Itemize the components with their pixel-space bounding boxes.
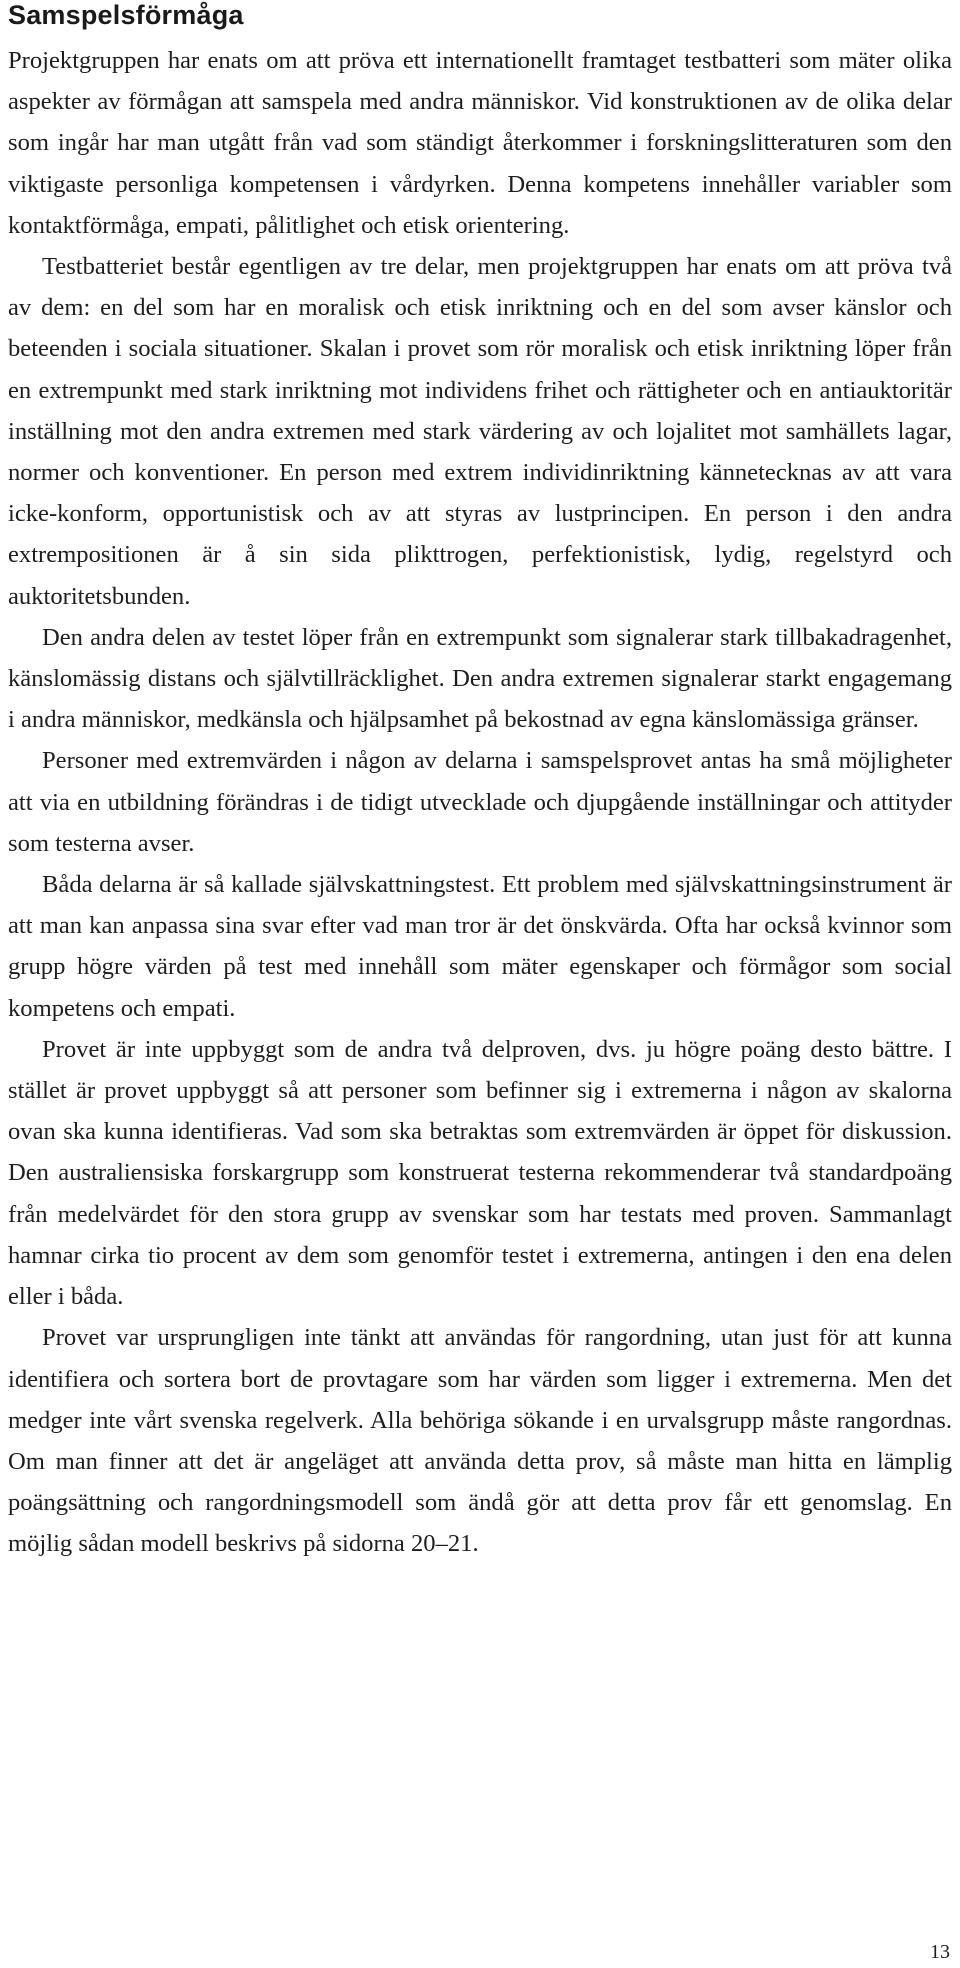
section-heading: Samspelsförmåga	[8, 0, 244, 30]
paragraph-intro: Projektgruppen har enats om att pröva ett internationellt framtaget testbatteri som mäter olika aspekter av förmågan att samspela med andra människor. Vid konstruktionen av de olika delar som ingår har man utgått från vad som ständigt återkommer i forskningslitteraturen som den viktigaste personliga kompetensen i vårdyrken. Denna kompetens innehåller variabler som kontaktförmåga, empati, pålitlighet och etisk orientering.	[8, 47, 952, 239]
page-number: 13	[930, 1941, 950, 1963]
page	[8, 0, 952, 1565]
paragraph-self-assessment: Båda delarna är så kallade självskattningstest. Ett problem med självskattningsinstrument är att man kan anpassa sina svar efter vad man tror är det önskvärda. Ofta har också kvinnor som grupp högre värden på test med innehåll som mäter egenskaper och förmågor som social kompetens och empati.	[8, 871, 952, 1022]
paragraph-second-part: Den andra delen av testet löper från en extrempunkt som signalerar stark tillbakadragenhet, känslomässig distans och självtillräcklighet. Den andra extremen signalerar starkt engagemang i andra människor, medkänsla och hjälpsamhet på bekostnad av egna känslomässiga gränser.	[8, 623, 952, 734]
paragraph-ranking: Provet var ursprungligen inte tänkt att användas för rangordning, utan just för att kunna identifiera och sortera bort de provtagare som har värden som ligger i extremerna. Men det medger inte vårt svenska regelverk. Alla behöriga sökande i en urvalsgrupp måste rangordnas. Om man finner att det är angeläget att använda detta prov, så måste man hitta en lämplig poängsättning och rangordningsmodell som ändå gör att detta prov får ett genomslag. En möjlig sådan modell beskrivs på sidorna 20–21.	[8, 1324, 952, 1558]
paragraph-extreme-values: Personer med extremvärden i någon av delarna i samspelsprovet antas ha små möjligheter att via en utbildning förändras i de tidigt utvecklade och djupgående inställningar och attityder som testerna avser.	[8, 747, 952, 857]
body-text	[8, 40, 952, 1565]
paragraph-test-structure: Provet är inte uppbyggt som de andra två delproven, dvs. ju högre poäng desto bättre. I stället är provet uppbyggt så att personer som befinner sig i extremerna i någon av skalorna ovan ska kunna identifieras. Vad som ska betraktas som extremvärden är öppet för diskussion. Den australiensiska forskargrupp som konstruerat testerna rekommenderar två standardpoäng från medelvärdet för den stora grupp av svenskar som har testats med proven. Sammanlagt hamnar cirka tio procent av dem som genomför testet i extremerna, antingen i den ena delen eller i båda.	[8, 1035, 952, 1311]
paragraph-testbattery: Testbatteriet består egentligen av tre delar, men projektgruppen har enats om att pröva två av dem: en del som har en moralisk och etisk inriktning och en del som avser känslor och beteenden i sociala situationer. Skalan i provet som rör moralisk och etisk inriktning löper från en extrempunkt med stark inriktning mot individens frihet och rättigheter och en antiauktoritär inställning mot den andra extremen med stark värdering av och lojalitet mot samhällets lagar, normer och konventioner. En person med extrem individinriktning kännetecknas av att vara icke-konform, opportunistisk och av att styras av lustprincipen. En person i den andra extrempositionen är å sin sida plikttrogen, perfektionistisk, lydig, regelstyrd och auktoritetsbunden.	[8, 253, 952, 610]
